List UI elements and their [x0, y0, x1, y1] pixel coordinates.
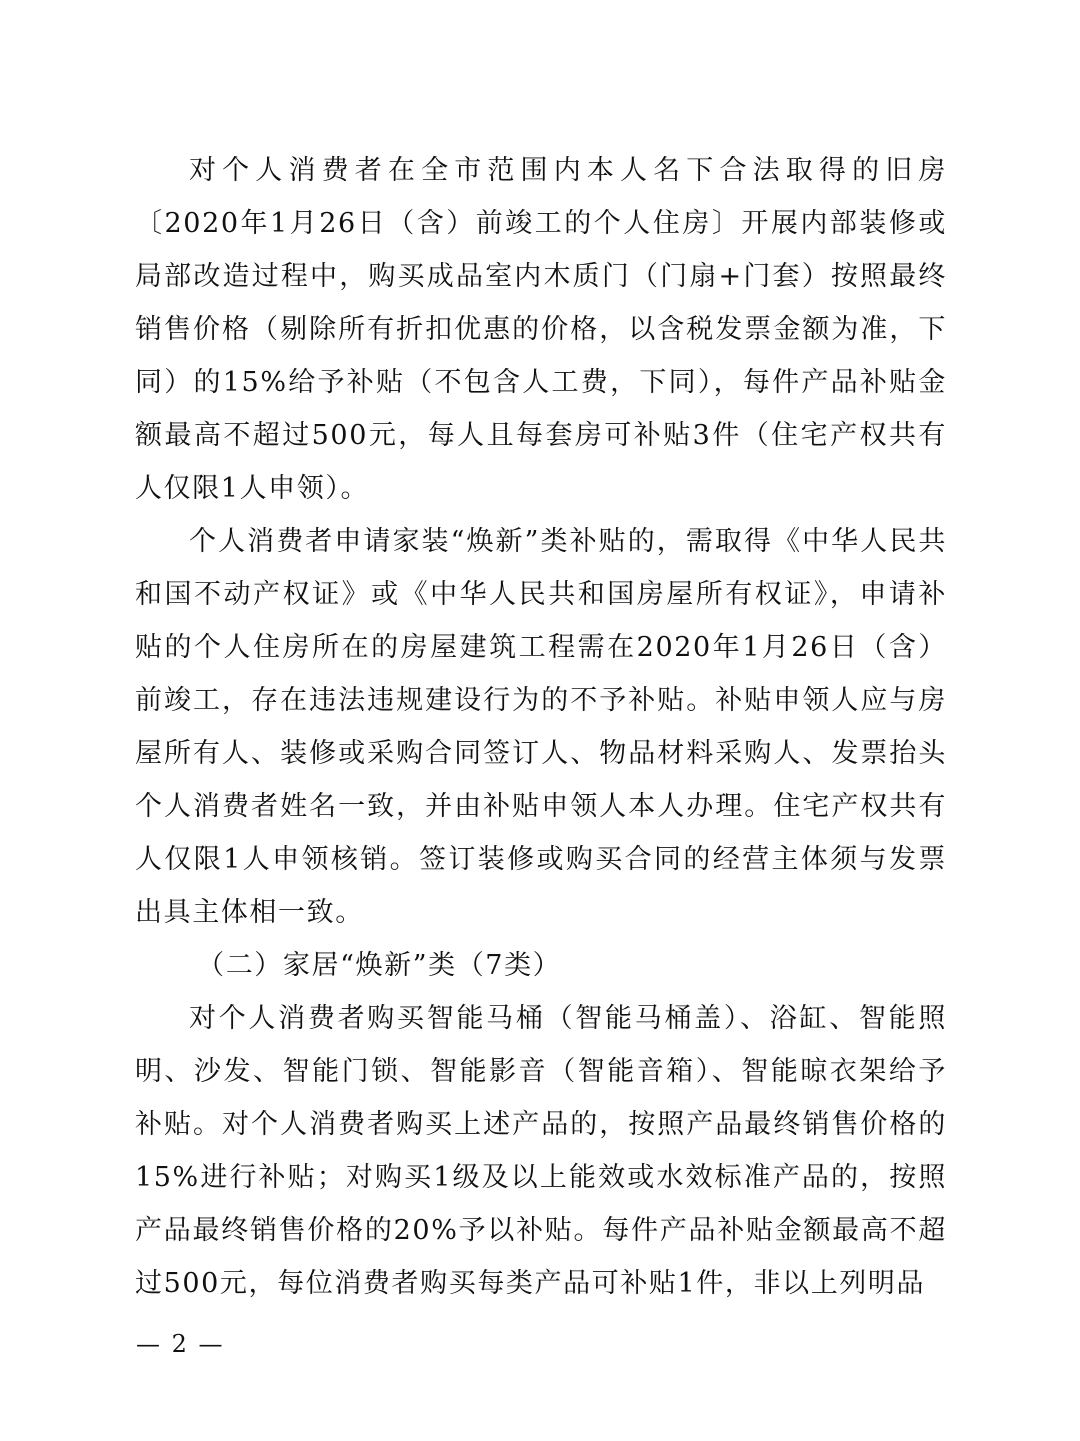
document-body: [135, 144, 947, 1310]
paragraph-home-furnishing-subsidy: 对个人消费者购买智能马桶（智能马桶盖）、浴缸、智能照明、沙发、智能门锁、智能影音（智能音箱）、智能晾衣架给予补贴。对个人消费者购买上述产品的，按照产品最终销售价格的15%进行补贴；对购买1级及以上能效或水效标准产品的，按照产品最终销售价格的20%予以补贴。每件产品补贴金额最高不超过500元，每位消费者购买每类产品可补贴1件，非以上列明品: [135, 1003, 947, 1299]
paragraph-home-renovation-requirements: 个人消费者申请家装“焕新”类补贴的，需取得《中华人民共和国不动产权证》或《中华人民共和国房屋所有权证》，申请补贴的个人住房所在的房屋建筑工程需在2020年1月26日（含）前竣工，存在违法违规建设行为的不予补贴。补贴申领人应与房屋所有人、装修或采购合同签订人、物品材料采购人、发票抬头个人消费者姓名一致，并由补贴申领人本人办理。住宅产权共有人仅限1人申领核销。签订装修或购买合同的经营主体须与发票出具主体相一致。: [135, 526, 947, 928]
paragraph-old-house-door-subsidy: 对个人消费者在全市范围内本人名下合法取得的旧房〔2020年1月26日（含）前竣工的个人住房〕开展内部装修或局部改造过程中，购买成品室内木质门（门扇+门套）按照最终销售价格（剔除所有折扣优惠的价格，以含税发票金额为准，下同）的15%给予补贴（不包含人工费，下同），每件产品补贴金额最高不超过500元，每人且每套房可补贴3件（住宅产权共有人仅限1人申领）。: [135, 155, 947, 504]
page-number: — 2 —: [136, 1330, 225, 1358]
section-heading-home-furnishing: （二）家居“焕新”类（7类）: [197, 950, 562, 981]
